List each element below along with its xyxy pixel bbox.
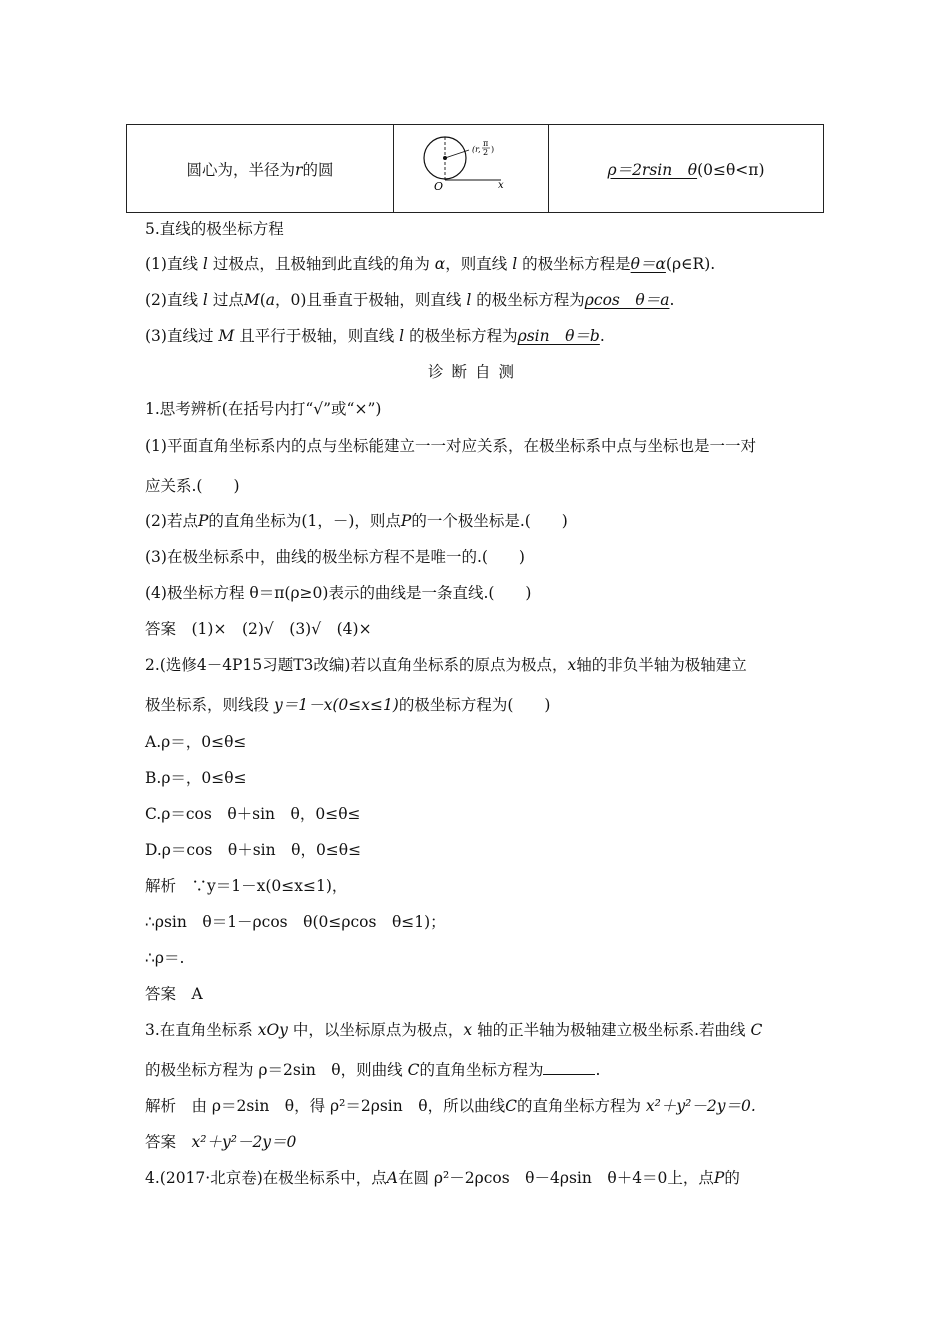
var-P: P [400, 512, 412, 530]
text: 的极坐标方程为 [476, 291, 585, 309]
q1-s2 [145, 509, 568, 531]
q2-option-a: A.ρ＝，0≤θ≤ [145, 733, 247, 751]
var-a: a [265, 291, 276, 309]
answer-underlined: ρsin θ＝b [517, 327, 600, 345]
point-label-close: ) [491, 144, 495, 154]
text: 且平行于极轴，则直线 [239, 327, 395, 345]
section5-item3 [145, 324, 605, 346]
text: 中，以坐标原点为极点， [292, 1021, 464, 1039]
section5-item2 [145, 288, 674, 310]
table-row [127, 125, 824, 213]
text: ( [259, 291, 266, 309]
q1-s1-line2: 应关系.( ) [145, 477, 240, 495]
text: 的 [724, 1169, 740, 1187]
text: (3)直线过 [145, 327, 214, 345]
two-label: 2 [483, 147, 489, 157]
answer-blank [543, 1060, 595, 1075]
var-x: x [567, 656, 577, 674]
q2-option-c: C.ρ＝cos θ＋sin θ，0≤θ≤ [145, 805, 361, 823]
q3-answer [145, 1130, 296, 1152]
circle-figure [411, 134, 531, 204]
answer-underlined: θ＝α [630, 255, 666, 273]
circle-equation: ρ＝2rsin θ [607, 160, 698, 179]
q1-s4: (4)极坐标方程 θ＝π(ρ≥0)表示的曲线是一条直线.( ) [145, 584, 532, 602]
text: (2)若点 [145, 512, 198, 530]
var-l: l [466, 291, 472, 309]
q2-line2 [145, 693, 550, 715]
q2-line1 [145, 653, 747, 675]
q1-s1-line1: (1)平面直角坐标系内的点与坐标能建立一一对应关系，在极坐标系中点与坐标也是一一对 [145, 437, 756, 455]
q3-solution [145, 1094, 756, 1116]
text: 3.在直角坐标系 [145, 1021, 253, 1039]
q1-s3: (3)在极坐标系中，曲线的极坐标方程不是唯一的.( ) [145, 548, 525, 566]
text: . [669, 291, 675, 309]
q2-solution-1: 解析 ∵y＝1－x(0≤x≤1)， [145, 877, 348, 895]
text: 的直角坐标方程为 [419, 1061, 544, 1079]
q2-answer: 答案 A [145, 985, 203, 1003]
answer-equation: x²＋y²－2y＝0 [191, 1133, 297, 1151]
text: 的直角坐标方程为 [516, 1097, 641, 1115]
text: 极坐标系，则线段 [145, 696, 270, 714]
section5-title: 5.直线的极坐标方程 [145, 220, 284, 238]
text: (ρ∈R). [665, 255, 716, 273]
text: 2.(选修4－4P15习题T3改编)若以直角坐标系的原点为极点， [145, 656, 568, 674]
q2-option-d: D.ρ＝cos θ＋sin θ，0≤θ≤ [145, 841, 362, 859]
text: 在圆 ρ²－2ρcos θ－4ρsin θ＋4＝0上，点 [397, 1169, 714, 1187]
diagnosis-title: 诊断自测 [427, 363, 522, 381]
text: (2)直线 [145, 291, 198, 309]
var-P: P [713, 1169, 725, 1187]
answer-underlined: ρcos θ＝a [584, 291, 670, 309]
var-l: l [399, 327, 405, 345]
var-C: C [750, 1021, 763, 1039]
text: 过点 [212, 291, 244, 309]
text: 过极点，且极轴到此直线的角为 [212, 255, 430, 273]
text: 轴的正半轴为极轴建立极坐标系.若曲线 [477, 1021, 746, 1039]
text: (1)直线 [145, 255, 198, 273]
q2-option-b: B.ρ＝，0≤θ≤ [145, 769, 247, 787]
axis-label: x [498, 179, 504, 191]
text: 的一个极坐标是.( ) [411, 512, 568, 530]
table-cell-description [127, 125, 394, 213]
section5-item1 [145, 252, 715, 274]
radius-variable: r [295, 160, 303, 179]
text: 的极坐标方程为( ) [398, 696, 551, 714]
var-l: l [512, 255, 518, 273]
circle-description: 圆心为，半径为 [186, 160, 296, 179]
var-M: M [243, 291, 260, 309]
var-l: l [202, 291, 208, 309]
text: . [599, 327, 605, 345]
polar-equation-table [126, 124, 824, 213]
q4-line1 [145, 1166, 740, 1188]
table-cell-equation [549, 125, 824, 213]
var-C: C [407, 1061, 420, 1079]
text: 的直角坐标为(1，－)，则点 [208, 512, 401, 530]
center-point [443, 156, 447, 160]
circle-description-suffix: 的圆 [302, 160, 334, 179]
q2-solution-2: ∴ρsin θ＝1－ρcos θ(0≤ρcos θ≤1)； [145, 913, 446, 931]
var-alpha: α [434, 255, 446, 273]
text: 的极坐标方程为 [409, 327, 518, 345]
var-x: x [463, 1021, 473, 1039]
q2-solution-3: ∴ρ＝. [145, 949, 185, 967]
text: 4.(2017·北京卷)在极坐标系中，点 [145, 1169, 387, 1187]
text: ，0)且垂直于极轴，则直线 [275, 291, 462, 309]
point-label: (r, [472, 144, 481, 154]
q1-answer: 答案 (1)× (2)√ (3)√ (4)× [145, 620, 372, 638]
text: 解析 由 ρ＝2sin θ，得 ρ²＝2ρsin θ，所以曲线 [145, 1097, 506, 1115]
q3-line2 [145, 1058, 600, 1080]
segment-equation: y＝1－x(0≤x≤1) [273, 696, 399, 714]
text: 的极坐标方程是 [522, 255, 631, 273]
answer-label: 答案 [145, 1133, 192, 1151]
cartesian-equation: x²＋y²－2y＝0. [645, 1097, 756, 1115]
pi-label: π [483, 138, 489, 148]
q3-line1 [145, 1018, 762, 1040]
text: 的极坐标方程为 ρ＝2sin θ，则曲线 [145, 1061, 403, 1079]
origin-label: O [434, 179, 444, 193]
var-M: M [218, 327, 235, 345]
var-A: A [386, 1169, 398, 1187]
var-P: P [197, 512, 209, 530]
text: ，则直线 [445, 255, 508, 273]
text: . [595, 1061, 601, 1079]
table-cell-figure [394, 125, 549, 213]
var-l: l [202, 255, 208, 273]
q1-title: 1.思考辨析(在括号内打“√”或“×”) [145, 400, 382, 418]
text: 轴的非负半轴为极轴建立 [576, 656, 747, 674]
var-C: C [505, 1097, 517, 1115]
circle-equation-range: (0≤θ<π) [697, 160, 765, 179]
var-xoy: xOy [257, 1021, 288, 1039]
